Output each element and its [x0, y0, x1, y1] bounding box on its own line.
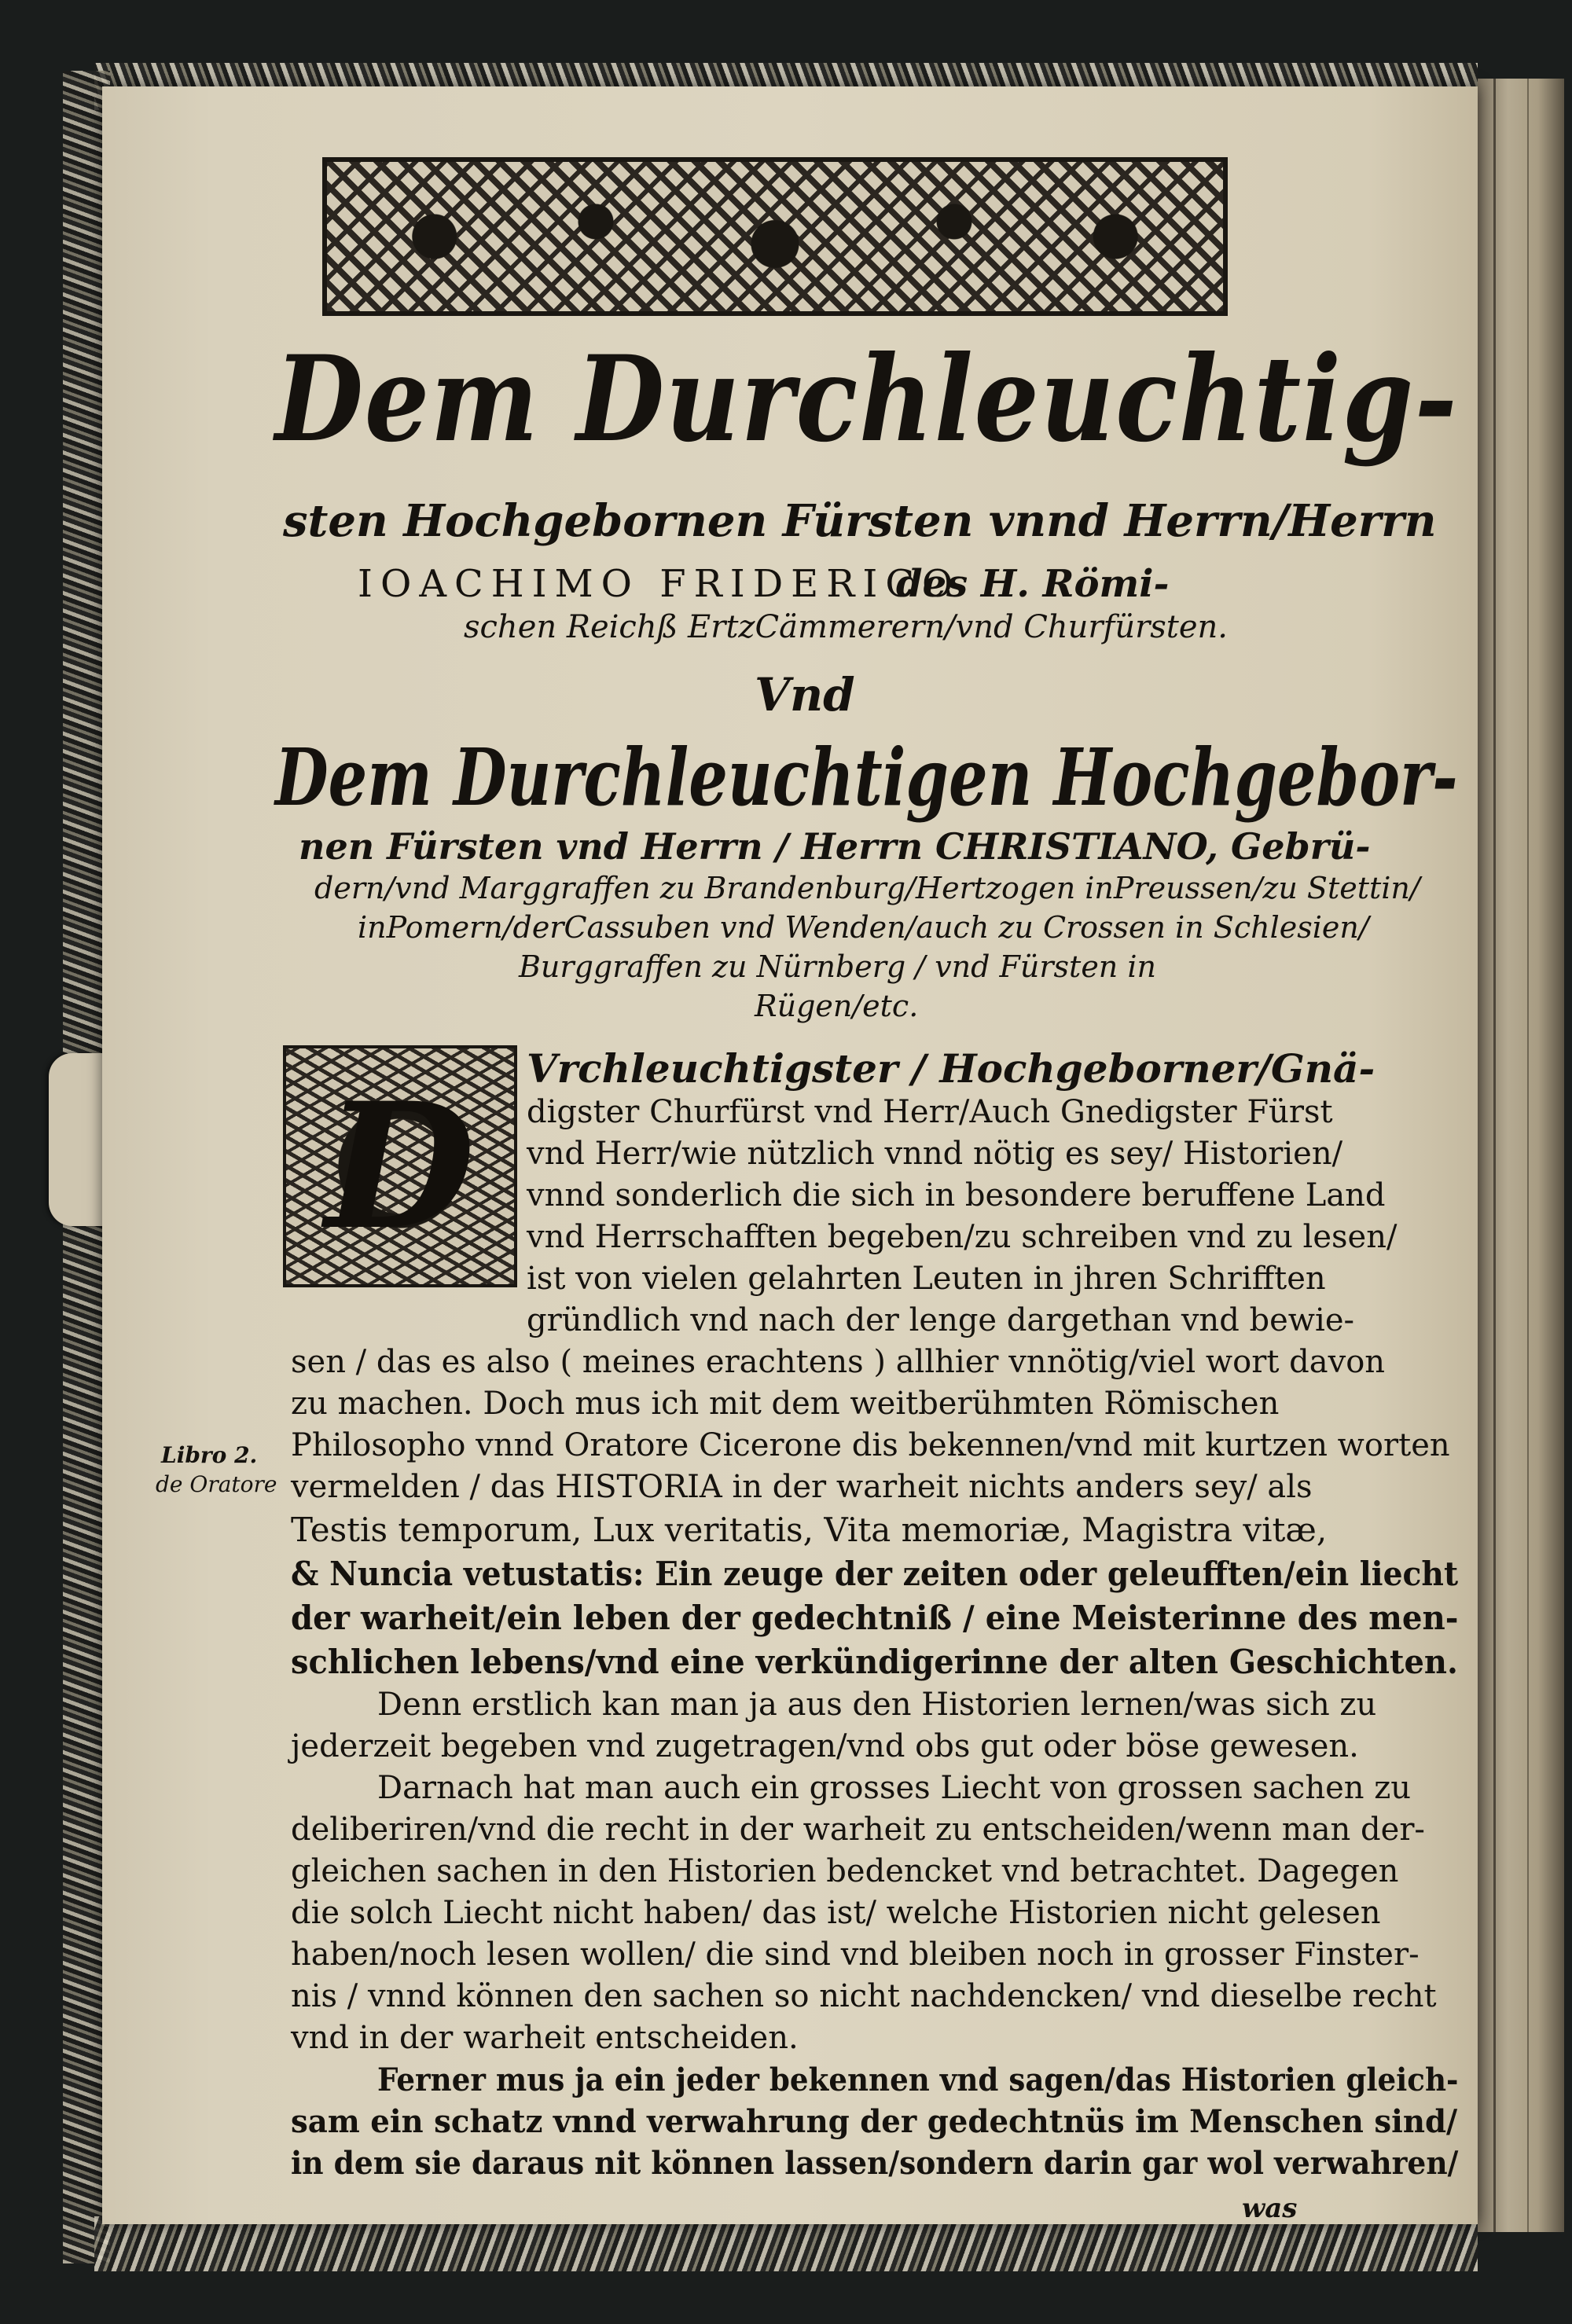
body-line-5: vnd Herrschafften begeben/zu schreiben vnd zu lesen/ [527, 1219, 1398, 1255]
body-line-23: nis / vnnd können den sachen so nicht nachdencken/ vnd dieselbe recht [291, 1978, 1437, 2014]
catchword: was [1242, 2193, 1298, 2224]
body-line-14: der warheit/ein leben der gedechtniß / eine Meisterinne des men- [291, 1599, 1459, 1637]
dedication-title-line10: Burggraffen zu Nürnberg / vnd Fürsten in [519, 949, 1156, 984]
marbled-endpaper-bottom [94, 2216, 1478, 2271]
decorated-initial-letter: D [283, 1045, 517, 1287]
body-line-13: & Nuncia vetustatis: Ein zeuge der zeiten oder geleufften/ein liecht [291, 1555, 1459, 1593]
latin-quote-line: Testis temporum, Lux veritatis, Vita memoriæ, Magistra vitæ, [291, 1511, 1328, 1549]
body-line-22: haben/noch lesen wollen/ die sind vnd bleiben noch in grosser Finster- [291, 1937, 1420, 1973]
body-line-25: Ferner mus ja ein jeder bekennen vnd sagen/das Historien gleich- [377, 2061, 1459, 2098]
body-line-9: zu machen. Doch mus ich mit dem weitberühmten Römischen [291, 1386, 1280, 1422]
dedication-title-line9: inPomern/derCassuben vnd Wenden/auch zu Crossen in Schlesien/ [358, 910, 1369, 945]
body-line-8: sen / das es also ( meines erachtens ) allhier vnnötig/viel wort davon [291, 1344, 1386, 1380]
body-line-16: Denn erstlich kan man ja aus den Historien lernen/was sich zu [377, 1687, 1377, 1723]
woodcut-headpiece-ornament [322, 157, 1228, 316]
body-line-3: vnd Herr/wie nützlich vnnd nötig es sey/ Historien/ [527, 1136, 1343, 1172]
dedication-title-line8: dern/vnd Marggraffen zu Brandenburg/Hertzogen inPreussen/zu Stettin/ [314, 871, 1420, 905]
body-line-27: in dem sie daraus nit können lassen/sondern darin gar wol verwahren/ [291, 2145, 1459, 2182]
dedication-title-line6: Dem Durchleuchtigen Hochgebor- [275, 731, 1458, 824]
dedication-title-line7: nen Fürsten vnd Herrn / Herrn CHRISTIANO, Gebrü- [299, 825, 1371, 868]
body-line-7: gründlich vnd nach der lenge dargethan vnd bewie- [527, 1302, 1355, 1338]
marginal-note-line2: de Oratore [156, 1471, 277, 1497]
body-line-6: ist von vielen gelahrten Leuten in jhren Schrifften [527, 1261, 1326, 1297]
body-line-20: gleichen sachen in den Historien bedencket vnd betrachtet. Dagegen [291, 1853, 1399, 1889]
dedication-title-line3: des H. Römi- [896, 562, 1170, 606]
page-fore-edge [1493, 79, 1529, 2232]
body-line-18: Darnach hat man auch ein grosses Liecht von grossen sachen zu [377, 1770, 1412, 1806]
dedication-title-line1: Dem Durchleuchtig- [275, 330, 1459, 468]
body-line-15: schlichen lebens/vnd eine verkündigerinne der alten Geschichten. [291, 1643, 1458, 1681]
body-line-2: digster Churfürst vnd Herr/Auch Gnedigster Fürst [527, 1094, 1333, 1130]
dedication-title-line11: Rügen/etc. [755, 989, 919, 1023]
dedication-name-joachim: IOACHIMO FRIDERICO [358, 562, 961, 606]
marginal-note-line1: Libro 2. [161, 1442, 258, 1468]
body-line-4: vnnd sonderlich die sich in besondere beruffene Land [527, 1177, 1386, 1213]
body-line-26: sam ein schatz vnnd verwahrung der gedechtnüs im Menschen sind/ [291, 2103, 1458, 2140]
body-line-17: jederzeit begeben vnd zugetragen/vnd obs gut oder böse gewesen. [291, 1728, 1359, 1764]
body-line-10: Philosopho vnnd Oratore Cicerone dis bekennen/vnd mit kurtzen worten [291, 1427, 1450, 1463]
body-line-21: die solch Liecht nicht haben/ das ist/ welche Historien nicht gelesen [291, 1895, 1381, 1931]
dedication-title-line2: sten Hochgebornen Fürsten vnnd Herrn/Herrn [283, 495, 1437, 547]
body-line-11: vermelden / das HISTORIA in der warheit nichts anders sey/ als [291, 1469, 1313, 1505]
body-line-1: Vrchleuchtigster / Hochgeborner/Gnä- [527, 1045, 1376, 1092]
body-line-24: vnd in der warheit entscheiden. [291, 2020, 799, 2056]
dedication-title-line4: schen Reichß ErtzCämmerern/vnd Churfürsten. [464, 609, 1228, 645]
body-line-19: deliberiren/vnd die recht in der warheit zu entscheiden/wenn man der- [291, 1812, 1425, 1848]
dedication-conjunction: Vnd [755, 668, 855, 721]
